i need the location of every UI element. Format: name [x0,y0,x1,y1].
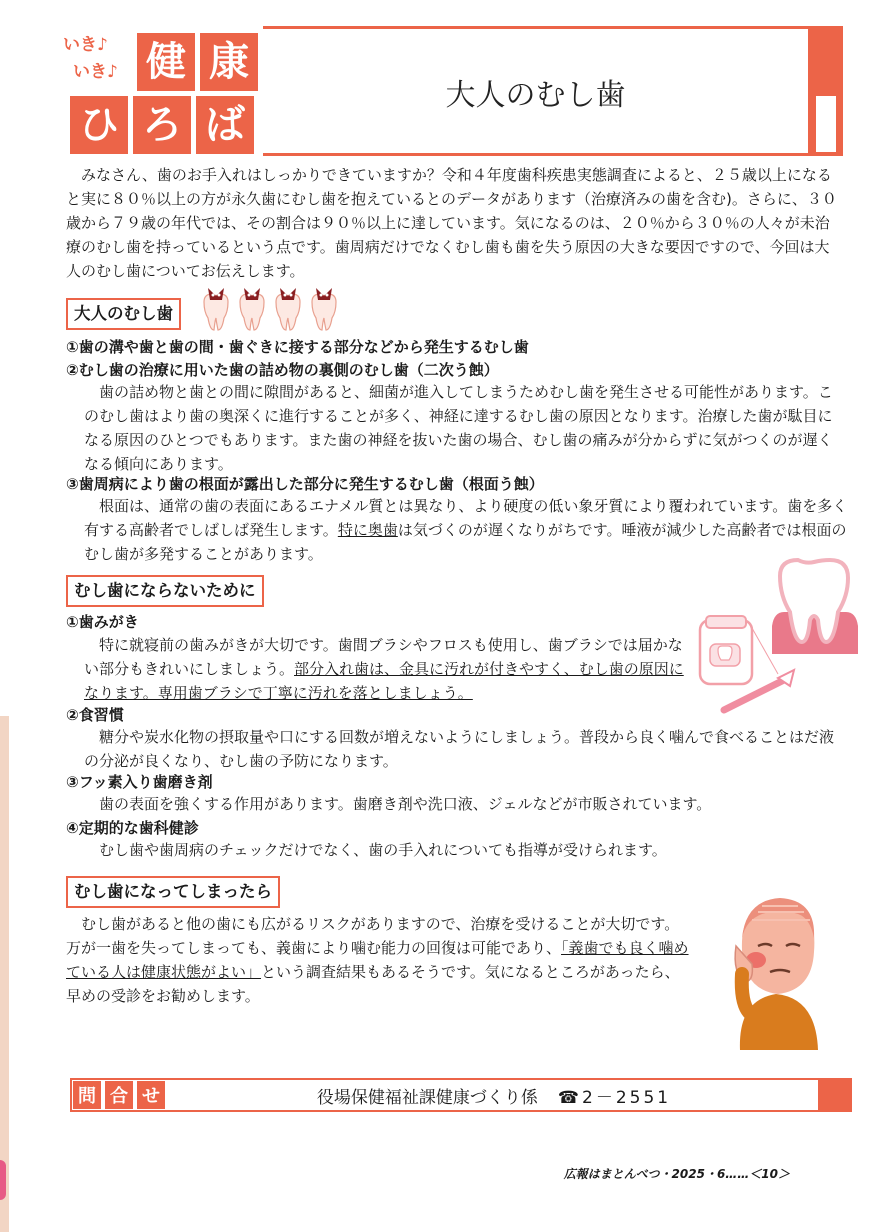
s3-body-underlined: 「義歯でも良く噛めている人は健康状態がよい」 [66,939,689,981]
cavity-germ-teeth-icon [198,286,348,334]
s2-item-1-body-underlined: 部分入れ歯は、金具に汚れが付きやすく、むし歯の原因になります。専用歯ブラシで丁寧に汚れを落としましょう。 [84,660,684,702]
logo-line1: いき♪ [63,35,108,55]
s2-item-4-body: むし歯や歯周病のチェックだけでなく、歯の手入れについても指導が受けられます。 [99,841,667,859]
s1-item-3: ③歯周病により歯の根面が露出した部分に発生するむし歯（根面う蝕） [66,475,544,493]
side-decoration-strip [0,716,9,1232]
logo-tile: ば [196,96,254,154]
elderly-toothache-illustration [722,890,832,1055]
s1-item-2: ②むし歯の治療に用いた歯の詰め物の裏側のむし歯（二次う蝕） [66,361,499,379]
contact-phone: ☎2－2551 [557,1087,672,1108]
s1-item-3-body [84,494,852,566]
section-heading-adult-caries: 大人のむし歯 [66,298,181,330]
section-heading-if-caries: むし歯になってしまったら [66,876,280,908]
logo-ikiiki [63,32,137,86]
section-heading-prevention: むし歯にならないために [66,575,264,607]
intro-paragraph: みなさん、歯のお手入れはしっかりできていますか？令和４年度歯科疾患実態調査によると、２５歳以上になると実に８０％以上の方が永久歯にむし歯を抱えているとのデータがあります（治療済みの歯を含む)。さらに、３０歳から７９歳の年代では、その割合は９０％以上に達しています。気になるのは、２０％から３０％の人々が未治療のむし歯を持っているという点です。歯周病だけでなくむし歯も歯を失う原因の大きな要因ですので、今回は大人のむし歯についてお伝えします。 [66,166,837,280]
s3-body [66,912,691,1008]
logo-tile: ろ [133,96,191,154]
logo-tile: 健 [137,33,195,91]
s2-item-1: ①歯みがき [66,613,139,631]
floss-and-brush-icon [694,614,804,714]
side-decoration-dot [0,1160,6,1200]
s1-item-3-body-b: は気づくのが遅くなりがちです。唾液が減少した高齢者では根面のむし歯が多発することがあります。 [84,521,847,563]
s1-item-2-body: 歯の詰め物と歯との間に隙間があると、細菌が進入してしまうためむし歯を発生させる可能性があります。このむし歯はより歯の奥深くに進行することが多く、神経に達するむし歯の原因となります。治療した歯が駄目になる原因のひとつでもあります。また歯の神経を抜いた歯の場合、むし歯の痛みが分からずに気がつくのが遅くなる傾向にあります。 [84,383,833,473]
s2-item-3-body: 歯の表面を強くする作用があります。歯磨き剤や洗口液、ジェルなどが市販されています。 [99,795,712,813]
s2-item-1-body-a: 特に就寝前の歯みがきが大切です。歯間ブラシやフロスも使用し、歯ブラシでは届かない部分もきれいにしましょう。 [84,636,683,678]
s1-item-1: ①歯の溝や歯と歯の間・歯ぐきに接する部分などから発生するむし歯 [66,338,529,356]
s1-item-3-body-underlined: 特に奥歯 [337,521,398,539]
logo-line2: いき♪ [73,62,118,82]
s3-body-b: という調査結果もあるそうです。気になるところがあったら、早めの受診をお勧めします。 [66,963,680,1005]
contact-department: 役場保健福祉課健康づくり係 [316,1087,538,1108]
s2-item-4: ④定期的な歯科健診 [66,819,199,837]
contact-bar-right [818,1078,852,1112]
s2-item-3: ③フッ素入り歯磨き剤 [66,773,213,791]
logo-tile: 康 [200,33,258,91]
s2-item-1-body [84,633,684,705]
contact-tile: せ [137,1081,165,1109]
logo-tile: ひ [70,96,128,154]
contact-tile: 問 [73,1081,101,1109]
s1-item-3-body-a: 根面は、通常の歯の表面にあるエナメル質とは異なり、より硬度の低い象牙質により覆われています。歯を多く有する高齢者でしばしば発生します。 [84,497,848,539]
s3-body-a: むし歯があると他の歯にも広がるリスクがありますので、治療を受けることが大切です。万が一歯を失ってしまっても、義歯により噛む能力の回復は可能であり、 [66,915,680,957]
s2-item-2: ②食習慣 [66,706,124,724]
contact-info [170,1078,818,1112]
s2-item-2-body: 糖分や炭水化物の摂取量や口にする回数が増えないようにしましょう。普段から良く噛んで食べることはだ液の分泌が良くなり、むし歯の予防になります。 [84,728,835,770]
contact-tile: 合 [105,1081,133,1109]
page-title: 大人のむし歯 [445,78,626,113]
page-number: 広報はまとんべつ・2025・6……＜10＞ [563,1167,790,1181]
header-right-notch [816,96,836,152]
